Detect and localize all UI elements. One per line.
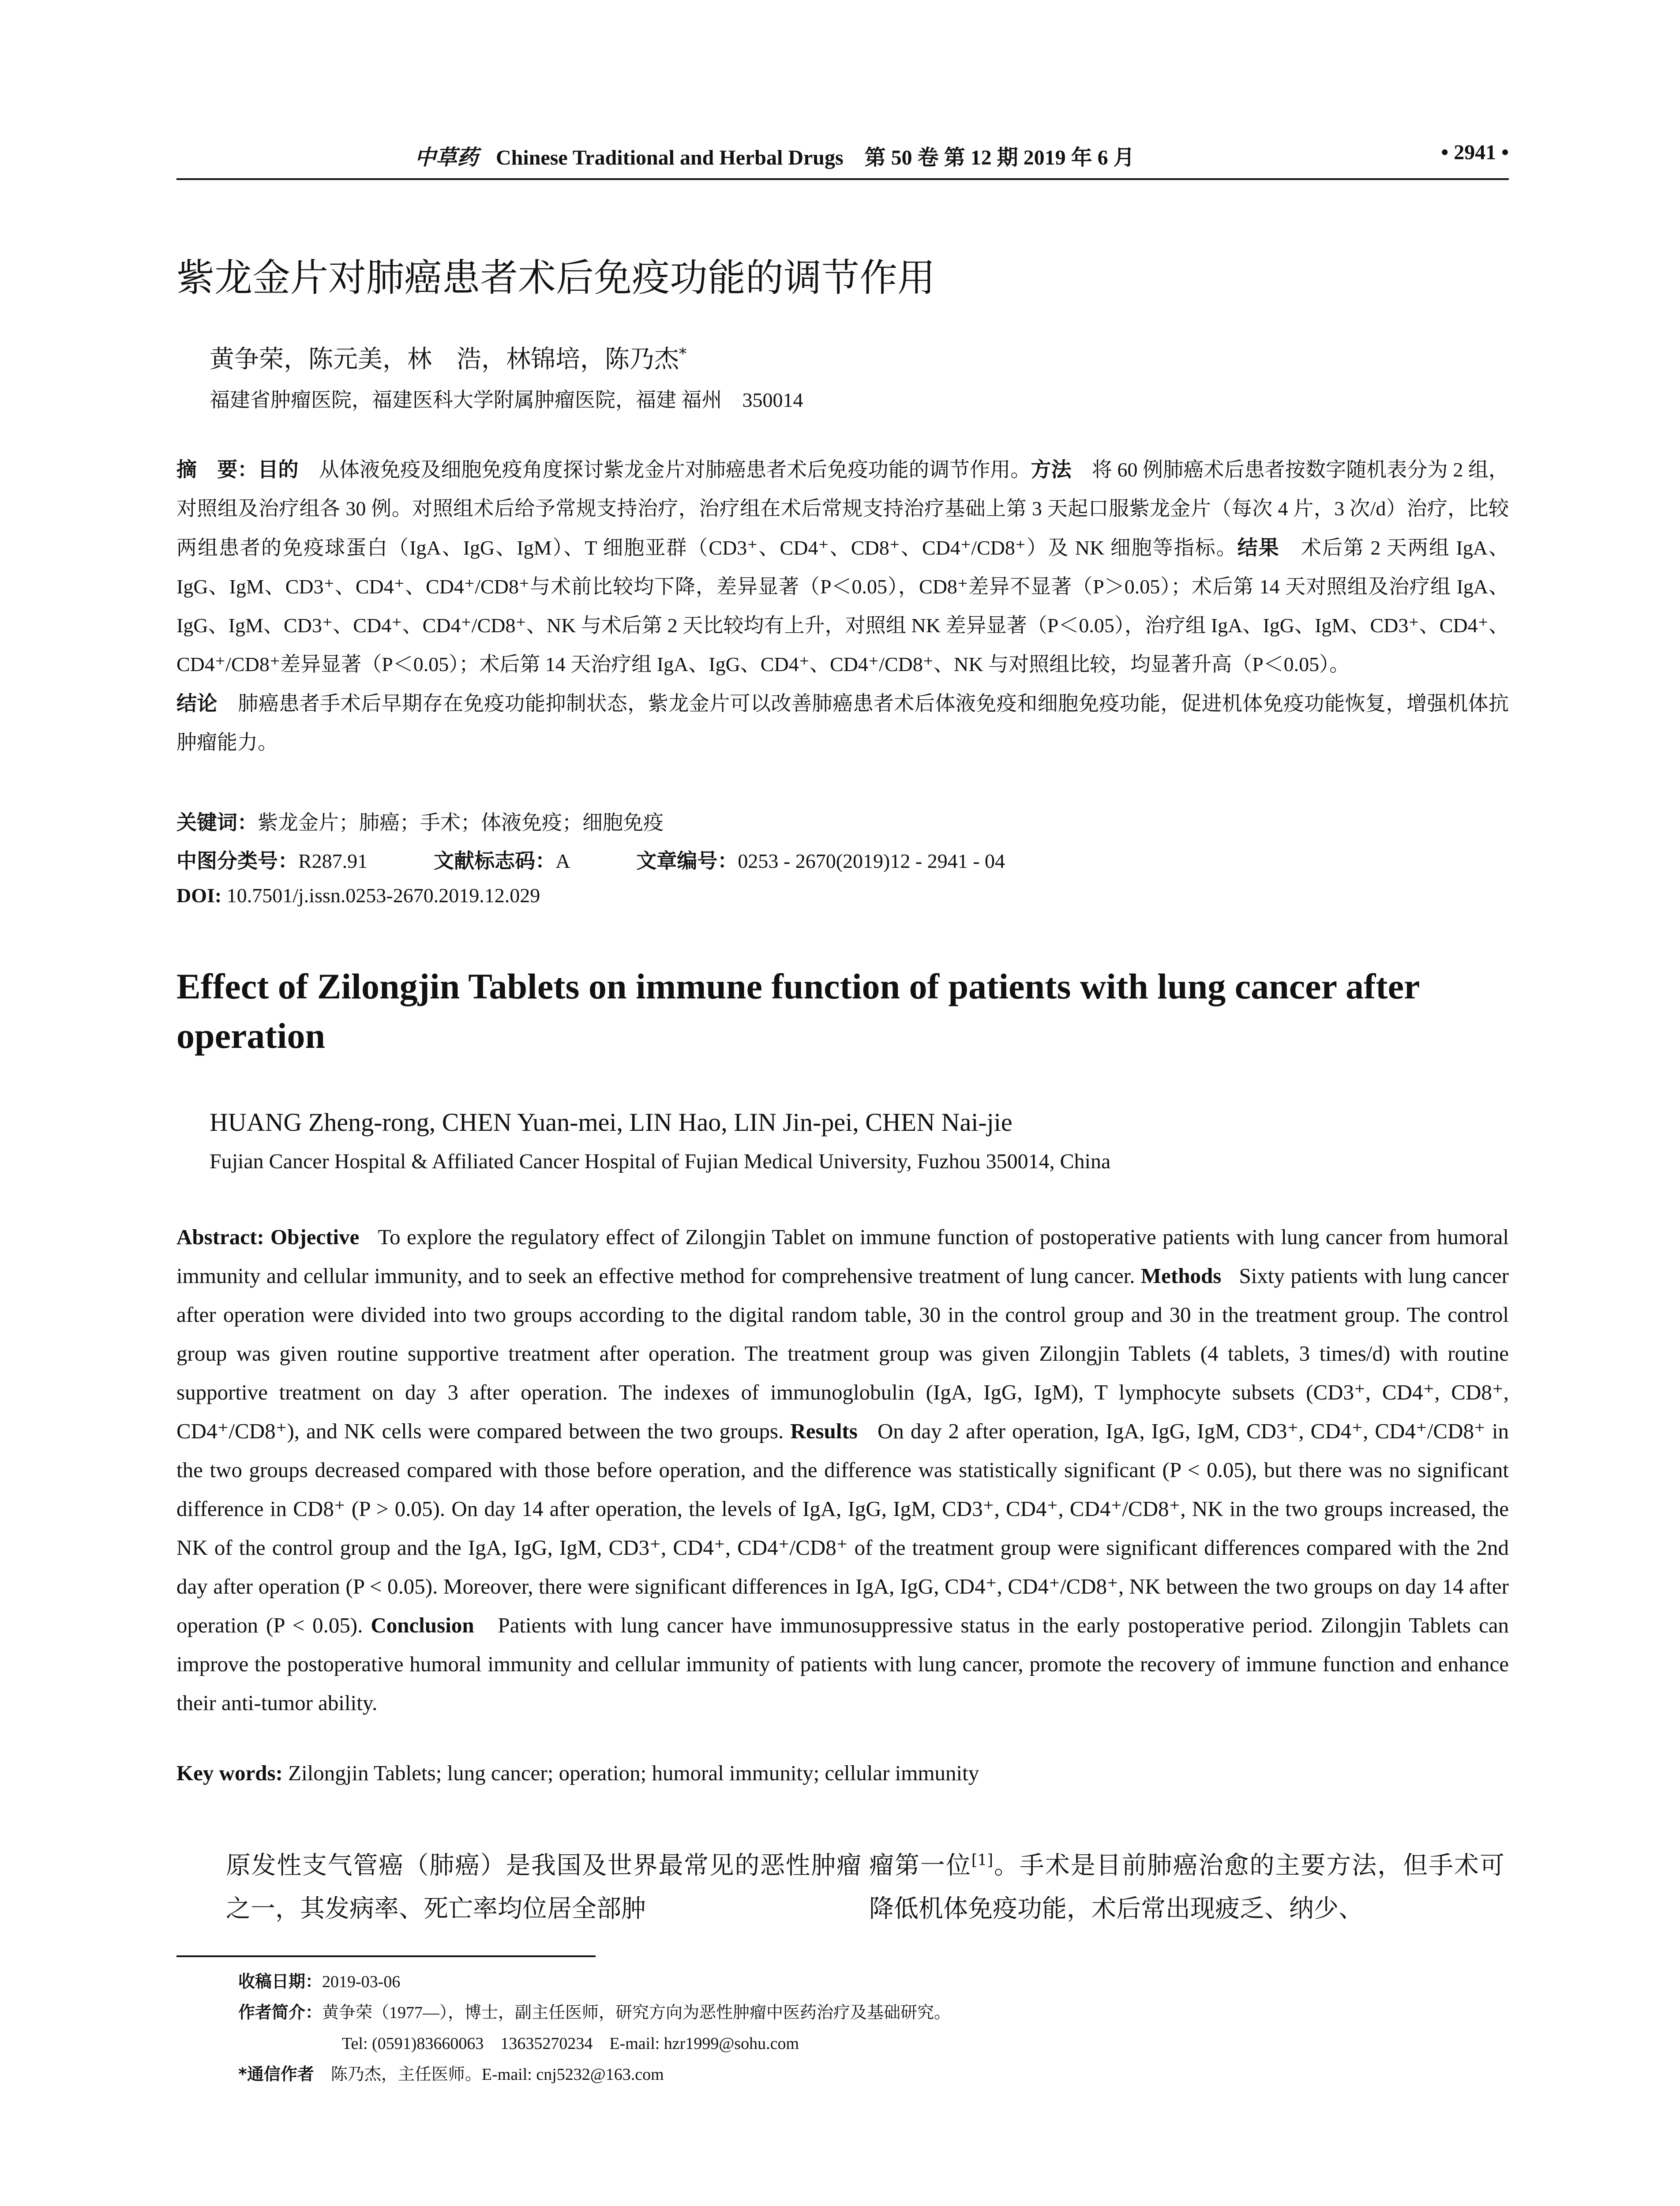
cn-conclusion-label: 结论 xyxy=(176,691,218,715)
en-keywords-text: Zilongjin Tablets; lung cancer; operation; humoral immunity; cellular immunity xyxy=(288,1761,979,1785)
corresponding-mark: * xyxy=(679,345,687,363)
body-right-text-1: 瘤第一位 xyxy=(869,1851,971,1880)
doc-code-value: A xyxy=(555,850,570,872)
page-number: • 2941 • xyxy=(1441,141,1509,164)
cn-author-names: 黄争荣，陈元美，林 浩，林锦培，陈乃杰 xyxy=(210,345,679,374)
fn-contact: Tel: (0591)83660063 13635270234 E-mail: hzr1999@sohu.com xyxy=(342,2034,799,2053)
body-left-column: 原发性支气管癌（肺癌）是我国及世界最常见的恶性肿瘤之一，其发病率、死亡率均位居全部肿 xyxy=(226,1851,861,1923)
cn-methods: 将 60 例肺癌术后患者按数字随机表分为 2 组，对照组及治疗组各 30 例。对照组术后给予常规支持治疗，治疗组在术后常规支持治疗基础上第 3 天起口服紫龙金片（每次 4 片，3 次/d）治疗，比较两组患者的免疫球蛋白（IgA、IgG、IgM）、T 细胞亚群（CD3⁺、CD4⁺、CD8⁺、CD4⁺/CD8⁺）及 NK 细胞等指标。 xyxy=(176,458,1509,559)
body-right-text-2: 。手术是目前肺癌治愈的主要方法，但手术可降低机体免疫功能，术后常出现疲乏、纳少、 xyxy=(869,1851,1505,1923)
cn-authors xyxy=(210,340,686,375)
cn-keywords-label: 关键词： xyxy=(176,810,258,834)
fn-author-label: 作者简介： xyxy=(238,2003,322,2022)
body-right-column xyxy=(869,1844,1504,1931)
doi-line xyxy=(176,884,540,907)
en-methods: Sixty patients with lung cancer after operation were divided into two groups according to the digital random table, 30 in the control group and 30 in the treatment group. The control group was given routine supportive treatment after operation. The treatment group was given Zilongjin Tablets (4 tablets, 3 times/d) with routine supportive treatment on day 3 after operation. The indexes of immunoglobulin (IgA, IgG, IgM), T lymphocyte subsets (CD3⁺, CD4⁺, CD8⁺, CD4⁺/CD8⁺), and NK cells were compared between the two groups. xyxy=(176,1264,1509,1443)
cn-classification xyxy=(176,845,1005,874)
fn-corr-label: *通信作者 xyxy=(238,2064,314,2084)
cn-affiliation: 福建省肿瘤医院，福建医科大学附属肿瘤医院，福建 福州 350014 xyxy=(210,389,803,411)
en-authors: HUANG Zheng-rong, CHEN Yuan-mei, LIN Hao, LIN Jin-pei, CHEN Nai-jie xyxy=(210,1108,1012,1137)
cn-methods-label: 方法 xyxy=(1031,458,1072,481)
en-conclusion-label: Conclusion xyxy=(371,1613,474,1637)
clc-value: R287.91 xyxy=(298,850,368,872)
en-affiliation: Fujian Cancer Hospital & Affiliated Cancer Hospital of Fujian Medical University, Fuzhou 350014, China xyxy=(210,1150,1111,1173)
article-no-value: 0253 - 2670(2019)12 - 2941 - 04 xyxy=(738,850,1005,872)
en-objective: To explore the regulatory effect of Zilongjin Tablet on immune function of postoperative patients with lung cancer from humoral immunity and cellular immunity, and to seek an effective method for comprehensive treatment of lung cancer. xyxy=(176,1225,1509,1288)
header-rule xyxy=(176,178,1509,180)
footnote-rule xyxy=(176,1955,596,1957)
en-conclusion: Patients with lung cancer have immunosuppressive status in the early postoperative period. Zilongjin Tablets can improve the postoperative humoral immunity and cellular immunity of patients with lung cancer, promote the recovery of immune function and enhance their anti-tumor ability. xyxy=(176,1613,1509,1715)
reference-link[interactable]: [1] xyxy=(971,1851,993,1869)
fn-received-label: 收稿日期： xyxy=(238,1972,322,1991)
doc-code-label: 文献标志码： xyxy=(434,849,556,873)
en-results: On day 2 after operation, IgA, IgG, IgM, CD3⁺, CD4⁺, CD4⁺/CD8⁺ in the two groups decreased compared with those before operation, and the difference was statistically significant (P < 0.05), but there was no significant difference in CD8⁺ (P > 0.05). On day 14 after operation, the levels of IgA, IgG, IgM, CD3⁺, CD4⁺, CD4⁺/CD8⁺, NK in the two groups increased, the NK of the control group and the IgA, IgG, IgM, CD3⁺, CD4⁺, CD4⁺/CD8⁺ of the treatment group were significant differences compared with the 2nd day after operation (P < 0.05). Moreover, there were significant differences in IgA, IgG, CD4⁺, CD4⁺/CD8⁺, NK between the two groups on day 14 after operation (P < 0.05). xyxy=(176,1419,1509,1637)
cn-abstract-label: 摘 要： xyxy=(176,458,258,481)
en-keywords-label: Key words: xyxy=(176,1761,283,1785)
cn-title: 紫龙金片对肺癌患者术后免疫功能的调节作用 xyxy=(176,256,935,300)
cn-objective: 从体液免疫及细胞免疫角度探讨紫龙金片对肺癌患者术后免疫功能的调节作用。 xyxy=(319,458,1031,481)
en-results-label: Results xyxy=(790,1419,858,1443)
cn-keywords-text: 紫龙金片；肺癌；手术；体液免疫；细胞免疫 xyxy=(258,811,664,834)
cn-conclusion: 肺癌患者手术后早期存在免疫功能抑制状态，紫龙金片可以改善肺癌患者术后体液免疫和细胞免疫功能，促进机体免疫功能恢复，增强机体抗肿瘤能力。 xyxy=(176,692,1509,754)
cn-results-label: 结果 xyxy=(1237,536,1280,559)
fn-received xyxy=(238,1968,400,1992)
journal-issue: Chinese Traditional and Herbal Drugs 第 50 卷 第 12 期 2019 年 6 月 xyxy=(496,146,1135,169)
en-abstract-label: Abstract: Objective xyxy=(176,1225,360,1249)
article-no-label: 文章编号： xyxy=(636,849,738,873)
cn-keywords xyxy=(176,807,664,836)
en-abstract xyxy=(176,1218,1509,1722)
en-title: Effect of Zilongjin Tablets on immune function of patients with lung cancer after operation xyxy=(176,966,1419,1056)
fn-corresponding xyxy=(238,2060,664,2085)
fn-corr-text: 陈乃杰，主任医师。E-mail: cnj5232@163.com xyxy=(330,2065,664,2084)
journal-info xyxy=(415,140,1135,171)
clc-label: 中图分类号： xyxy=(176,849,298,873)
doi-label: DOI: xyxy=(176,884,222,907)
fn-received-date: 2019-03-06 xyxy=(322,1973,401,1991)
en-methods-label: Methods xyxy=(1140,1264,1222,1288)
doi-link[interactable]: 10.7501/j.issn.0253-2670.2019.12.029 xyxy=(226,884,540,907)
running-header xyxy=(176,140,1509,176)
fn-author xyxy=(238,1999,951,2023)
cn-abstract xyxy=(176,450,1509,762)
cn-results: 术后第 2 天两组 IgA、IgG、IgM、CD3⁺、CD4⁺、CD4⁺/CD8⁺与术前比较均下降，差异显著（P＜0.05），CD8⁺差异不显著（P＞0.05）；术后第 14 天对照组及治疗组 IgA、IgG、IgM、CD3⁺、CD4⁺、CD4⁺/CD8⁺、NK 与术后第 2 天比较均有上升，对照组 NK 差异显著（P＜0.05），治疗组 IgA、IgG、IgM、CD3⁺、CD4⁺、CD4⁺/CD8⁺差异显著（P＜0.05）；术后第 14 天治疗组 IgA、IgG、CD4⁺、CD4⁺/CD8⁺、NK 与对照组比较，均显著升高（P＜0.05）。 xyxy=(176,536,1509,675)
journal-logo: 中草药 xyxy=(415,145,479,170)
cn-objective-label: 目的 xyxy=(258,458,299,481)
en-keywords xyxy=(176,1760,979,1786)
fn-author-bio: 黄争荣（1977—），博士，副主任医师，研究方向为恶性肿瘤中医药治疗及基础研究。 xyxy=(322,2003,951,2022)
